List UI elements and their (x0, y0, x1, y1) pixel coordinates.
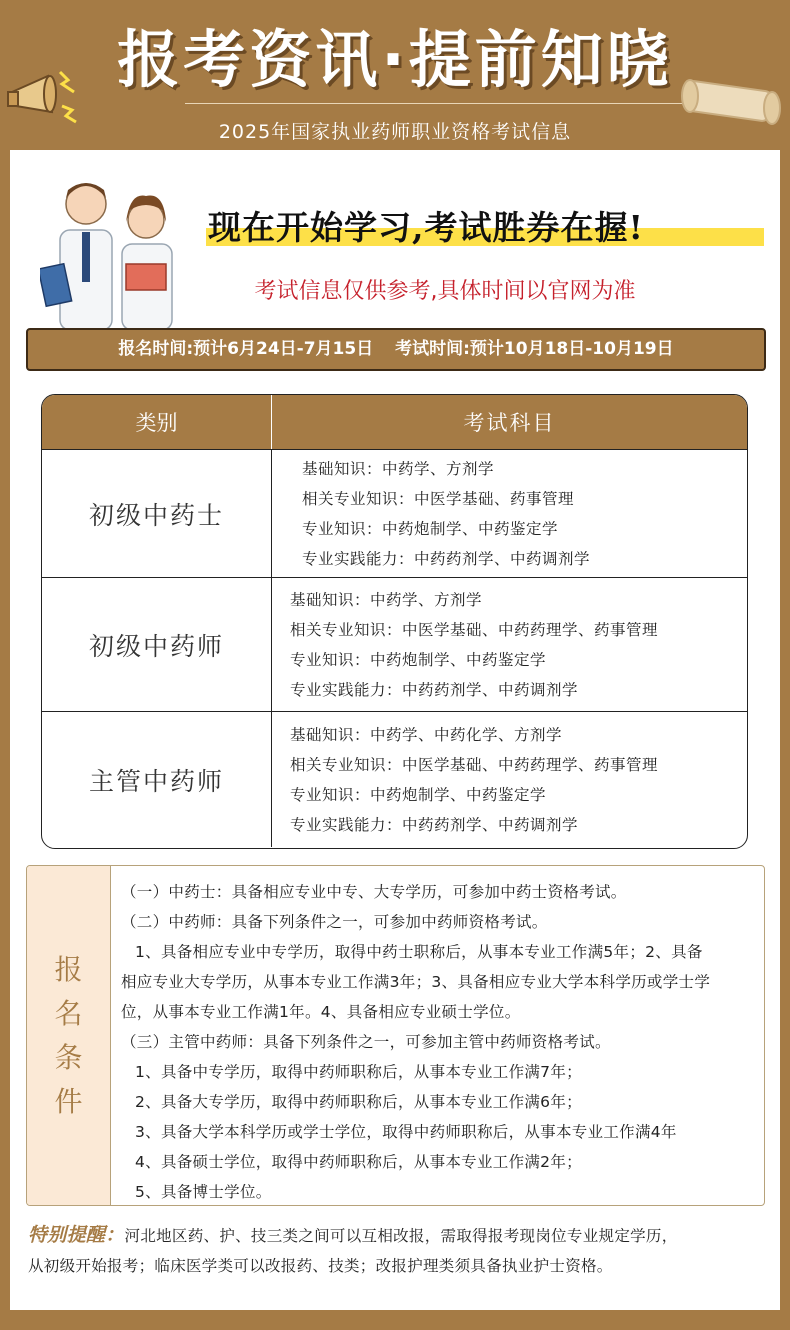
condition-line: 相应专业大专学历，从事本专业工作满3年；3、具备相应专业大学本科学历或学士学 (121, 973, 711, 991)
header-subjects: 考试科目 (463, 411, 556, 435)
conditions-label-char: 名 (54, 996, 83, 1030)
condition-line: （三）主管中药师：具备下列条件之一，可参加主管中药师资格考试。 (121, 1033, 611, 1051)
scroll-icon (676, 72, 786, 132)
notice-text: 考试信息仅供参考,具体时间以官网为准 (254, 279, 636, 304)
content-panel (10, 150, 780, 1310)
row-category: 初级中药师 (42, 578, 272, 711)
subjects-table (41, 394, 748, 849)
condition-line: 1、具备中专学历，取得中药师职称后，从事本专业工作满7年； (135, 1063, 582, 1081)
reminder-text: 河北地区药、护、技三类之间可以互相改报，需取得报考现岗位专业规定学历， (124, 1227, 678, 1245)
header-divider (185, 103, 695, 104)
header-category: 类别 (42, 395, 272, 449)
subject-line: 专业知识：中药炮制学、中药鉴定学 (302, 519, 559, 538)
conditions-label-char: 件 (54, 1084, 83, 1118)
condition-line: 1、具备相应专业中专学历，取得中药士职称后，从事本专业工作满5年；2、具备 (135, 943, 703, 961)
condition-line: 4、具备硕士学位，取得中药师职称后，从事本专业工作满2年； (135, 1153, 582, 1171)
reminder-label: 特别提醒： (28, 1224, 125, 1246)
table-header (42, 395, 747, 449)
conditions-label-char: 报 (54, 952, 83, 986)
registration-time: 报名时间:预计6月24日-7月15日 (118, 339, 374, 359)
table-row (42, 577, 747, 711)
condition-line: 位，从事本专业工作满1年。4、具备相应专业硕士学位。 (121, 1003, 521, 1021)
subject-line: 相关专业知识：中医学基础、中药药理学、药事管理 (290, 620, 659, 639)
exam-time: 考试时间:预计10月18日-10月19日 (395, 339, 674, 359)
subject-line: 专业实践能力：中药药剂学、中药调剂学 (290, 815, 579, 834)
conditions-text (111, 866, 764, 1205)
conditions-box (26, 865, 765, 1206)
row-subjects (272, 450, 747, 577)
row-category: 初级中药士 (42, 450, 272, 577)
condition-line: （二）中药师：具备下列条件之一，可参加中药师资格考试。 (121, 913, 548, 931)
row-category: 主管中药师 (42, 712, 272, 847)
reminder-line: 从初级开始报考；临床医学类可以改报药、技类；改报护理类须具备执业护士资格。 (28, 1257, 613, 1275)
row-subjects (272, 712, 747, 847)
reminder-line (28, 1220, 768, 1251)
row-subjects (272, 578, 747, 711)
table-row (42, 449, 747, 577)
condition-line: 5、具备博士学位。 (135, 1183, 272, 1201)
condition-line: 2、具备大专学历，取得中药师职称后，从事本专业工作满6年； (135, 1093, 582, 1111)
dates-bar (26, 328, 766, 371)
page-title: 报考资讯·提前知晓 (117, 23, 673, 96)
table-row (42, 711, 747, 847)
subject-line: 专业实践能力：中药药剂学、中药调剂学 (290, 680, 579, 699)
subject-line: 相关专业知识：中医学基础、中药药理学、药事管理 (290, 755, 659, 774)
header (0, 0, 790, 150)
special-reminder (28, 1220, 768, 1281)
condition-line: （一）中药士：具备相应专业中专、大专学历，可参加中药士资格考试。 (121, 883, 627, 901)
conditions-label (27, 866, 111, 1205)
condition-line: 3、具备大学本科学历或学士学位，取得中药师职称后，从事本专业工作满4年 (135, 1123, 677, 1141)
conditions-label-char: 条 (54, 1040, 83, 1074)
subject-line: 相关专业知识：中医学基础、药事管理 (302, 489, 575, 508)
slogan: 现在开始学习,考试胜券在握! (208, 208, 644, 247)
subject-line: 专业实践能力：中药药剂学、中药调剂学 (302, 549, 591, 568)
subject-line: 专业知识：中药炮制学、中药鉴定学 (290, 785, 547, 804)
subject-line: 基础知识：中药学、中药化学、方剂学 (290, 725, 563, 744)
page-subtitle: 2025年国家执业药师职业资格考试信息 (218, 121, 572, 143)
subject-line: 基础知识：中药学、方剂学 (290, 590, 483, 609)
subject-line: 基础知识：中药学、方剂学 (302, 459, 495, 478)
doctors-illustration (40, 170, 190, 330)
subject-line: 专业知识：中药炮制学、中药鉴定学 (290, 650, 547, 669)
